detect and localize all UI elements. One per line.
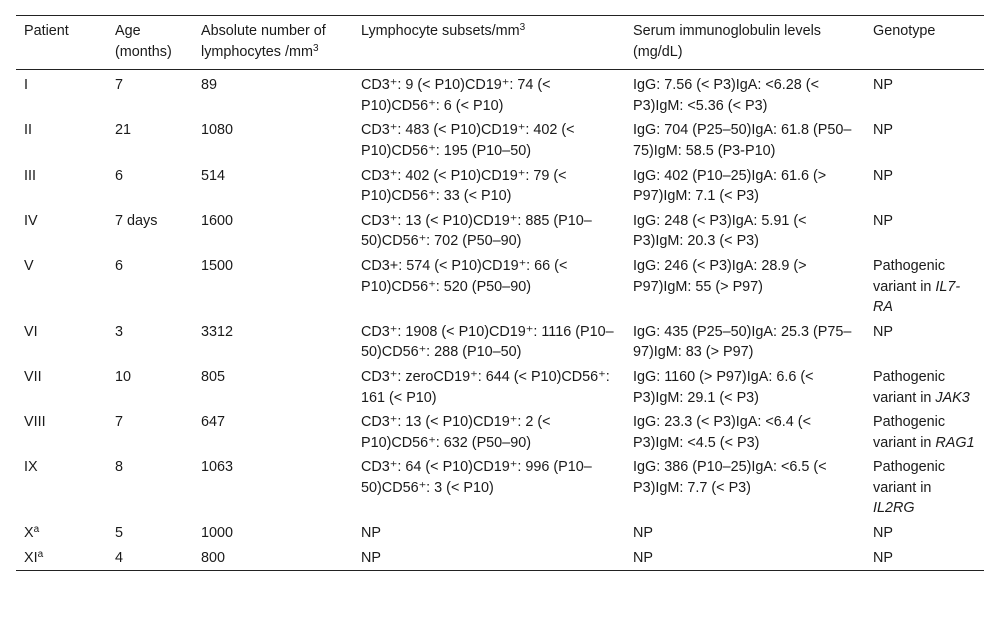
table-row (16, 70, 984, 119)
cell-lymphocytes (193, 70, 353, 119)
col-header-age-text: Age (months) (115, 23, 172, 60)
cell-genotype (865, 164, 984, 209)
cell-lymphocytes (193, 320, 353, 365)
lymphocyte-subsets: CD3⁺: 1908 (< P10)CD19⁺: 1116 (P10–50)CD56⁺: 288 (P10–50) (361, 323, 614, 361)
patient-id: III (24, 167, 36, 184)
immunoglobulin-levels: IgG: 7.56 (< P3)IgA: <6.28 (< P3)IgM: <5.36 (< P3) (633, 77, 819, 114)
patient-id: IX (24, 459, 38, 476)
cell-patient (16, 209, 107, 254)
cell-immunoglobulin (625, 209, 865, 254)
col-header-subsets-text: Lymphocyte subsets/mm (361, 23, 520, 39)
cell-genotype (865, 254, 984, 320)
immunoglobulin-levels: IgG: 23.3 (< P3)IgA: <6.4 (< P3)IgM: <4.5 (< P3) (633, 414, 811, 451)
lymphocyte-subsets: NP (361, 549, 381, 566)
cell-lymphocytes (193, 546, 353, 571)
table-row (16, 365, 984, 410)
cell-age (107, 164, 193, 209)
immunoglobulin-levels: IgG: 1160 (> P97)IgA: 6.6 (< P3)IgM: 29.1 (< P3) (633, 368, 814, 406)
cell-genotype (865, 320, 984, 365)
cell-lymphocytes (193, 455, 353, 521)
patient-table (16, 15, 984, 571)
age-value: 7 (115, 414, 124, 431)
genotype-text: NP (873, 525, 893, 542)
cell-subsets (353, 365, 625, 410)
age-value: 4 (115, 549, 124, 566)
cell-subsets (353, 118, 625, 163)
col-header-genotype (865, 16, 984, 70)
table-row (16, 118, 984, 163)
lymphocyte-subsets: CD3⁺: 402 (< P10)CD19⁺: 79 (< P10)CD56⁺: 33 (< P10) (361, 167, 567, 205)
cell-lymphocytes (193, 410, 353, 455)
cell-subsets (353, 70, 625, 119)
cell-patient (16, 521, 107, 546)
genotype-text: NP (873, 167, 893, 184)
age-value: 3 (115, 323, 124, 340)
table-row (16, 546, 984, 571)
immunoglobulin-levels: IgG: 248 (< P3)IgA: 5.91 (< P3)IgM: 20.3 (< P3) (633, 212, 807, 250)
gene-name: IL2RG (873, 500, 915, 517)
patient-id: VI (24, 323, 38, 340)
lymphocyte-count: 1063 (201, 459, 234, 476)
cell-immunoglobulin (625, 320, 865, 365)
lymphocyte-subsets: CD3⁺: 9 (< P10)CD19⁺: 74 (< P10)CD56⁺: 6 (< P10) (361, 77, 551, 114)
cell-patient (16, 254, 107, 320)
genotype-text: NP (873, 122, 893, 139)
cell-subsets (353, 164, 625, 209)
cell-immunoglobulin (625, 521, 865, 546)
lymphocyte-subsets: CD3⁺: 13 (< P10)CD19⁺: 2 (< P10)CD56⁺: 632 (P50–90) (361, 414, 551, 451)
cell-subsets (353, 209, 625, 254)
patient-footnote-mark: a (37, 548, 44, 560)
cell-patient (16, 546, 107, 571)
cell-age (107, 209, 193, 254)
cell-patient (16, 164, 107, 209)
cell-genotype (865, 521, 984, 546)
cell-lymphocytes (193, 365, 353, 410)
cell-genotype (865, 546, 984, 571)
genotype-text: NP (873, 323, 893, 340)
lymphocyte-count: 1500 (201, 257, 234, 274)
age-value: 6 (115, 167, 124, 184)
age-value: 10 (115, 368, 132, 385)
genotype-text: Pathogenic variant in (873, 414, 946, 451)
table-row (16, 209, 984, 254)
col-header-lymphocytes-text: Absolute number of lymphocytes /mm (201, 23, 326, 60)
genotype-text: Pathogenic variant in (873, 257, 946, 295)
cell-patient (16, 410, 107, 455)
lymphocyte-subsets: CD3⁺: 13 (< P10)CD19⁺: 885 (P10–50)CD56⁺: 702 (P50–90) (361, 212, 592, 250)
cell-subsets (353, 410, 625, 455)
lymphocyte-subsets: CD3⁺: 64 (< P10)CD19⁺: 996 (P10–50)CD56⁺: 3 (< P10) (361, 459, 592, 496)
genotype-text: NP (873, 549, 893, 566)
lymphocyte-subsets: CD3⁺: 483 (< P10)CD19⁺: 402 (< P10)CD56⁺: 195 (P10–50) (361, 122, 575, 159)
table-row (16, 164, 984, 209)
genotype-text: Pathogenic variant in (873, 368, 946, 406)
cell-age (107, 254, 193, 320)
patient-id: VIII (24, 414, 46, 431)
cell-subsets (353, 455, 625, 521)
patient-id: II (24, 122, 32, 139)
cell-patient (16, 455, 107, 521)
col-header-age (107, 16, 193, 70)
cell-patient (16, 365, 107, 410)
cell-subsets (353, 254, 625, 320)
cell-genotype (865, 410, 984, 455)
cell-immunoglobulin (625, 164, 865, 209)
cell-age (107, 546, 193, 571)
cell-patient (16, 118, 107, 163)
cell-immunoglobulin (625, 118, 865, 163)
header-row (16, 16, 984, 70)
age-value: 5 (115, 525, 124, 542)
lymphocyte-subsets: CD3⁺: zeroCD19⁺: 644 (< P10)CD56⁺: 161 (< P10) (361, 368, 610, 406)
patient-id: X (24, 525, 34, 542)
genotype-text: NP (873, 212, 893, 229)
immunoglobulin-levels: IgG: 246 (< P3)IgA: 28.9 (> P97)IgM: 55 (> P97) (633, 257, 807, 295)
cell-age (107, 365, 193, 410)
immunoglobulin-levels: IgG: 402 (P10–25)IgA: 61.6 (> P97)IgM: 7.1 (< P3) (633, 167, 827, 205)
patient-id: IV (24, 212, 38, 229)
table-row (16, 410, 984, 455)
cell-genotype (865, 365, 984, 410)
genotype-text: Pathogenic variant in (873, 459, 946, 496)
table-row (16, 254, 984, 320)
col-header-lymphocytes-sup: 3 (312, 42, 319, 54)
immunoglobulin-levels: NP (633, 525, 653, 542)
age-value: 21 (115, 122, 132, 139)
lymphocyte-count: 647 (201, 414, 226, 431)
cell-immunoglobulin (625, 70, 865, 119)
cell-immunoglobulin (625, 455, 865, 521)
age-value: 7 days (115, 212, 158, 229)
cell-subsets (353, 546, 625, 571)
table-row (16, 455, 984, 521)
cell-subsets (353, 521, 625, 546)
cell-patient (16, 70, 107, 119)
cell-lymphocytes (193, 118, 353, 163)
patient-footnote-mark: a (33, 524, 40, 536)
gene-name: JAK3 (935, 389, 970, 406)
lymphocyte-subsets: NP (361, 525, 381, 542)
col-header-patient-text: Patient (24, 23, 69, 39)
col-header-immunoglobulin-text: Serum immunoglobulin levels (mg/dL) (633, 23, 821, 60)
cell-lymphocytes (193, 164, 353, 209)
cell-lymphocytes (193, 521, 353, 546)
col-header-lymphocytes (193, 16, 353, 70)
immunoglobulin-levels: NP (633, 549, 653, 566)
lymphocyte-count: 1600 (201, 212, 234, 229)
lymphocyte-subsets: CD3+: 574 (< P10)CD19⁺: 66 (< P10)CD56⁺: 520 (P50–90) (361, 257, 568, 295)
age-value: 6 (115, 257, 124, 274)
lymphocyte-count: 3312 (201, 323, 234, 340)
table-header (16, 16, 984, 70)
gene-name: IL7-RA (873, 278, 961, 316)
lymphocyte-count: 89 (201, 77, 218, 94)
cell-age (107, 70, 193, 119)
lymphocyte-count: 514 (201, 167, 226, 184)
lymphocyte-count: 805 (201, 368, 226, 385)
col-header-subsets-sup: 3 (519, 22, 526, 33)
lymphocyte-count: 1080 (201, 122, 234, 139)
patient-id: I (24, 77, 28, 94)
cell-genotype (865, 70, 984, 119)
age-value: 8 (115, 459, 124, 476)
col-header-patient (16, 16, 107, 70)
immunoglobulin-levels: IgG: 386 (P10–25)IgA: <6.5 (< P3)IgM: 7.7 (< P3) (633, 459, 827, 496)
cell-age (107, 118, 193, 163)
gene-name: RAG1 (935, 434, 975, 451)
table-row (16, 521, 984, 546)
patient-id: XI (24, 549, 38, 566)
col-header-genotype-text: Genotype (873, 23, 936, 39)
cell-patient (16, 320, 107, 365)
table-row (16, 320, 984, 365)
lymphocyte-count: 800 (201, 549, 226, 566)
cell-immunoglobulin (625, 410, 865, 455)
cell-lymphocytes (193, 209, 353, 254)
table-body (16, 70, 984, 571)
patient-id: V (24, 257, 34, 274)
lymphocyte-count: 1000 (201, 525, 234, 542)
cell-immunoglobulin (625, 546, 865, 571)
cell-genotype (865, 455, 984, 521)
cell-lymphocytes (193, 254, 353, 320)
immunoglobulin-levels: IgG: 704 (P25–50)IgA: 61.8 (P50–75)IgM: 58.5 (P3-P10) (633, 122, 852, 159)
genotype-text: NP (873, 77, 893, 94)
cell-immunoglobulin (625, 365, 865, 410)
col-header-subsets (353, 16, 625, 70)
cell-age (107, 320, 193, 365)
cell-genotype (865, 209, 984, 254)
cell-immunoglobulin (625, 254, 865, 320)
immunoglobulin-levels: IgG: 435 (P25–50)IgA: 25.3 (P75–97)IgM: 83 (> P97) (633, 323, 852, 361)
col-header-immunoglobulin (625, 16, 865, 70)
cell-genotype (865, 118, 984, 163)
cell-subsets (353, 320, 625, 365)
age-value: 7 (115, 77, 124, 94)
patient-id: VII (24, 368, 42, 385)
cell-age (107, 410, 193, 455)
cell-age (107, 521, 193, 546)
cell-age (107, 455, 193, 521)
